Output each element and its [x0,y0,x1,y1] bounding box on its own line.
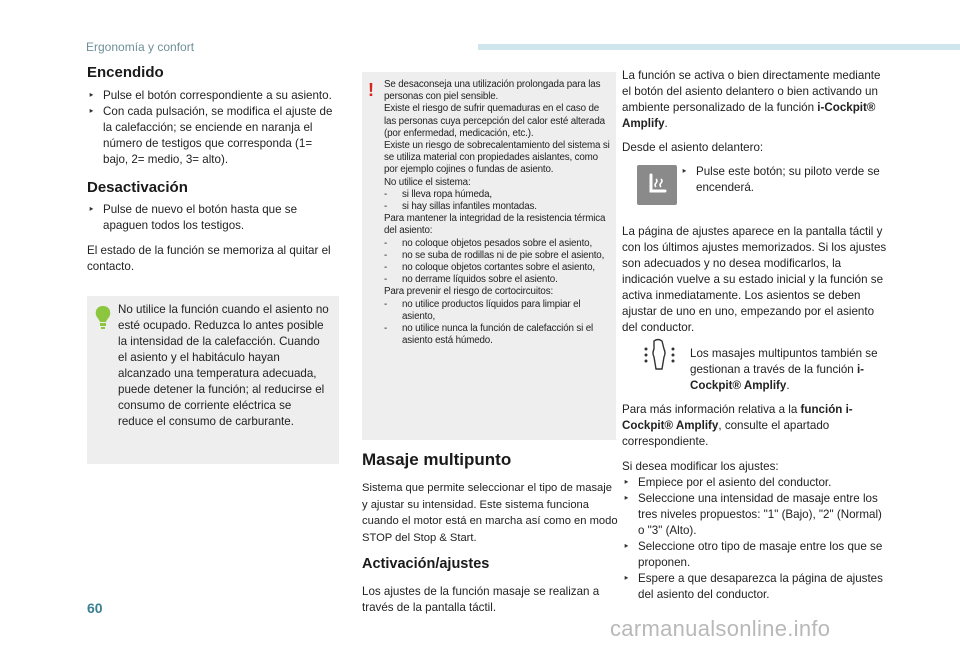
encendido-heading: Encendido [87,64,164,81]
front-seat-text: Desde el asiento delantero: [622,141,764,154]
warning-list-item: - si lleva ropa húmeda, [384,189,610,201]
column-left [87,64,339,275]
note-text: No utilice la función cuando el asiento no esté ocupado. Reduzca lo antes posible la intensidad de la calefacción. Cuando el asiento y el habitáculo hayan alcanzado una temperatura adecuada, puede detener la función; al reducirse el consumo de corriente eléctrica se reduce el consumo de carburante. [118,303,329,428]
warning-list-item: - no derrame líquidos sobre el asiento. [384,274,610,286]
activacion-heading: Activación/ajustes [362,556,490,572]
desactivacion-bullet-1: ‣ Pulse de nuevo el botón hasta que se apaguen todos los testigos. [87,202,339,234]
warning-line-3: Existe un riesgo de sobrecalentamiento del sistema si se utiliza material con propiedades aislantes, como por ejemplo cojines o fundas de asiento. [384,140,610,176]
masaje-text: Sistema que permite seleccionar el tipo de masaje y ajustar su intensidad. Este sistema funciona cuando el motor está en marcha así como en modo STOP del Stop & Start. [362,482,618,544]
activation-paragraph: La función se activa o bien directamente mediante el botón del asiento delantero o bien activando un ambiente personalizado de la función i-Cockpit® Amplify. [622,69,881,130]
modify-bullet-1: ‣ Empiece por el asiento del conductor. [622,475,890,491]
warning-line-4: No utilice el sistema: [384,176,471,188]
warning-list-item: - si hay sillas infantiles montadas. [384,201,610,213]
masaje-heading: Masaje multipunto [362,450,512,469]
modify-bullet-2: ‣ Seleccione una intensidad de masaje entre los tres niveles propuestos: "1" (Bajo), "2" (Normal) o "3" (Alto). [622,491,890,539]
encendido-bullet-2: ‣ Con cada pulsación, se modifica el ajuste de la calefacción; se enciende en naranja el número de testigos que corresponda (1= bajo, 2= medio, 3= alto). [87,104,339,168]
warning-list-item: - no utilice nunca la función de calefacción si el asiento está húmedo. [384,323,610,347]
warning-text [384,79,610,347]
settings-paragraph: La página de ajustes aparece en la pantalla táctil y con los últimos ajustes memorizados. Si los ajustes son adecuados y no desea modificarlos, la indicación vuelve a su estado inicial y la función se activa inmediatamente. Los asientos se deben ajustar de uno en uno, empezando por el asiento del conductor. [622,225,887,334]
desactivacion-heading: Desactivación [87,179,188,196]
seat-massage-button-icon [637,165,677,205]
encendido-bullet-1: ‣ Pulse el botón correspondiente a su asiento. [87,88,339,104]
warning-list-item: - no coloque objetos pesados sobre el asiento, [384,238,610,250]
warning-list-item: - no se suba de rodillas ni de pie sobre el asiento, [384,250,610,262]
warning-icon: ! [368,80,374,100]
modify-settings-text: Si desea modificar los ajustes: [622,460,779,473]
warning-list-item: - no utilice productos líquidos para limpiar el asiento, [384,299,610,323]
warning-line-1: Se desaconseja una utilización prolongada para las personas con piel sensible. [384,79,601,103]
modify-bullet-4: ‣ Espere a que desaparezca la página de ajustes del asiento del conductor. [622,571,890,603]
section-title: Ergonomía y confort [86,40,195,54]
seat-button-bullet: ‣ Pulse este botón; su piloto verde se encenderá. [680,164,890,196]
column-middle-lower [362,450,620,616]
warning-intro-3: Para prevenir el riesgo de cortocircuitos: [384,286,554,298]
modify-bullet-3: ‣ Seleccione otro tipo de masaje entre los que se proponen. [622,539,890,571]
massage-multipoint-icon [640,335,680,375]
warning-intro-2: Para mantener la integridad de la resistencia térmica del asiento: [384,213,606,237]
massage-paragraph: Los masajes multipuntos también se gestionan a través de la función i-Cockpit® Amplify. [690,347,878,392]
warning-line-2: Existe el riesgo de sufrir quemaduras en el caso de las personas cuya percepción del calor esté alterada (por enfermedad, medicación, etc.). [384,103,605,139]
warning-list-item: - no coloque objetos cortantes sobre el asiento, [384,262,610,274]
header-bar [478,44,960,50]
page-number: 60 [87,600,103,616]
more-info-paragraph: Para más información relativa a la función i-Cockpit® Amplify, consulte el apartado correspondiente. [622,403,853,448]
activacion-text: Los ajustes de la función masaje se realizan a través de la pantalla táctil. [362,585,600,614]
watermark: carmanualsonline.info [610,616,831,641]
desactivacion-text: El estado de la función se memoriza al quitar el contacto. [87,244,331,273]
lightbulb-icon [94,305,112,331]
